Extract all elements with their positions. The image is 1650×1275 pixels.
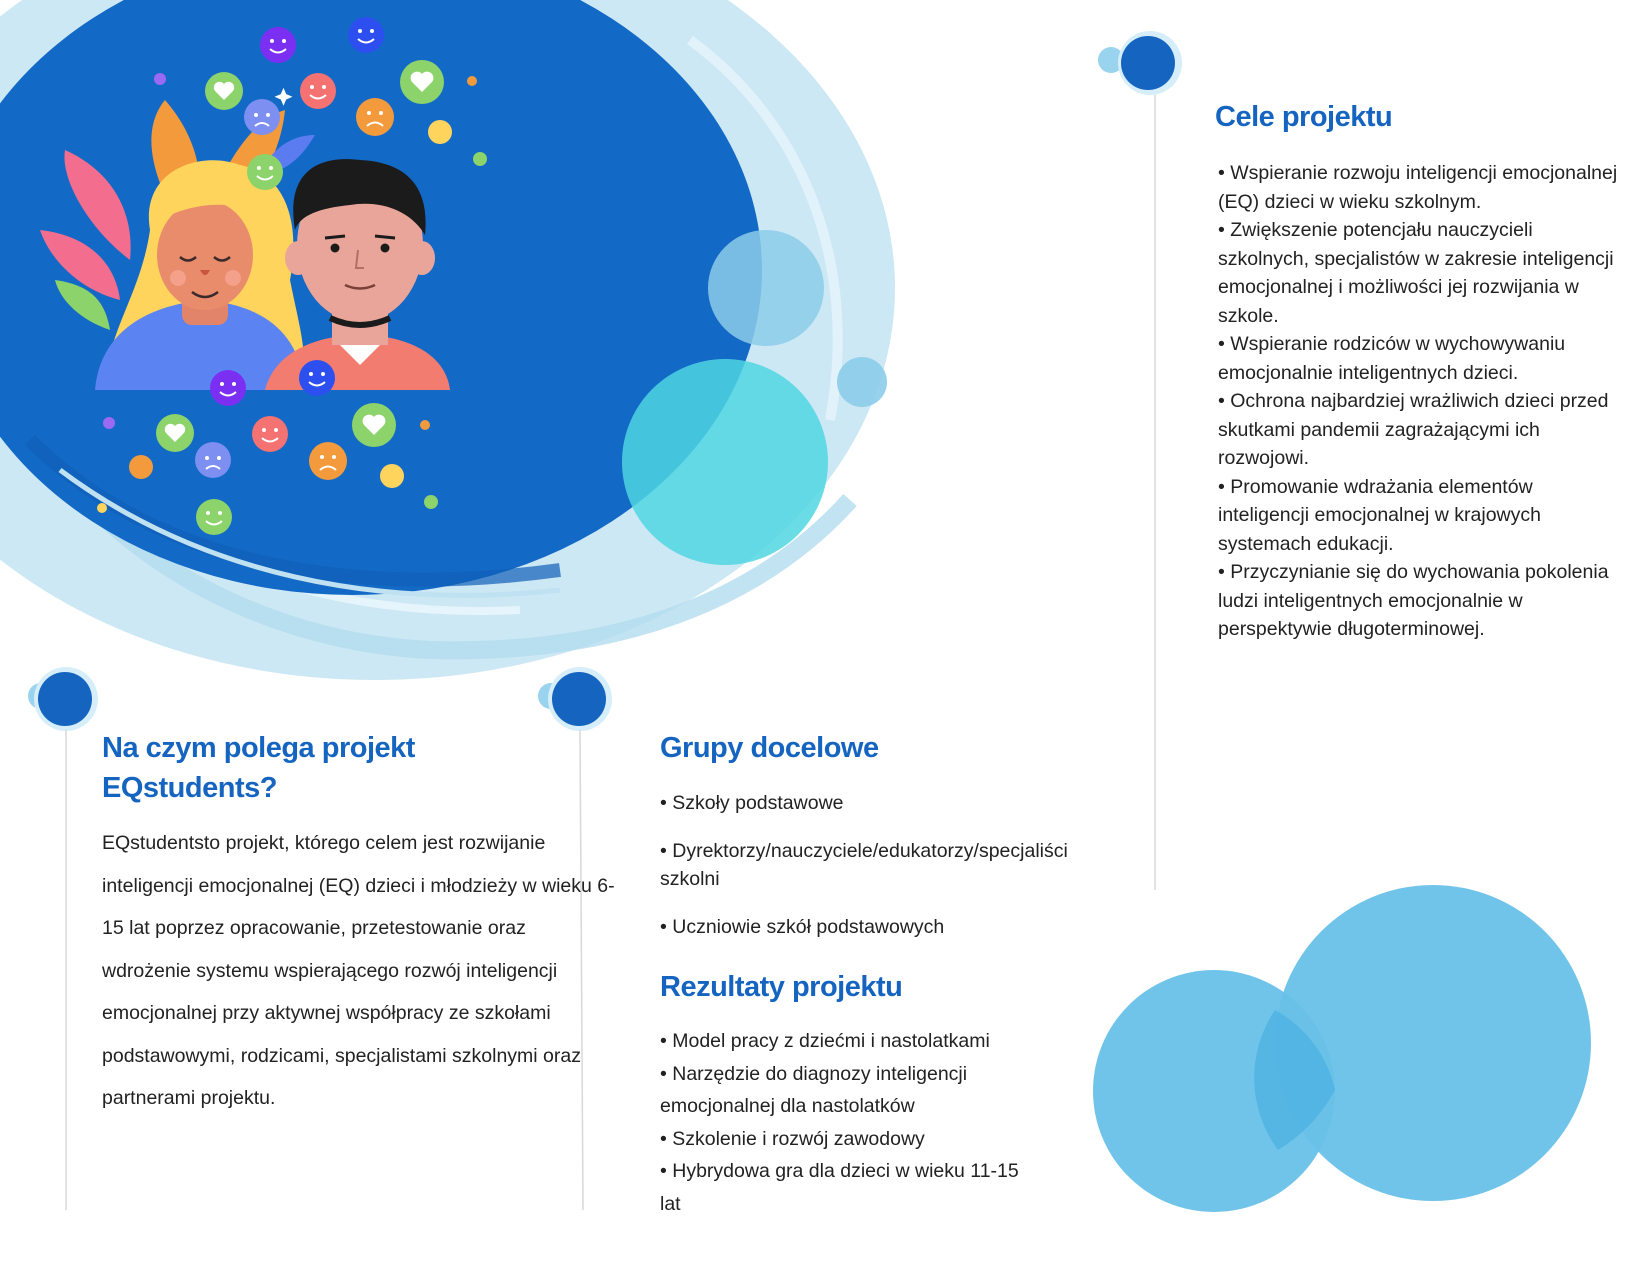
goals-list [1218, 159, 1628, 644]
list-item: • Wspieranie rozwoju inteligencji emocjonalnej (EQ) dzieci w wieku szkolnym. [1218, 159, 1628, 216]
results-title: Rezultaty projektu [660, 971, 903, 1003]
list-item: • Szkolenie i rozwój zawodowy [660, 1123, 1030, 1156]
targets-title: Grupy docelowe [660, 732, 879, 764]
smiley-face-icon [260, 27, 296, 63]
smiley-face-icon [252, 416, 288, 452]
angry-face-icon [195, 442, 231, 478]
about-title [102, 728, 582, 808]
sad-face-icon [309, 442, 347, 480]
goals-title: Cele projektu [1215, 101, 1393, 133]
list-item: • Zwiększenie potencjału nauczycieli szkolnych, specjalistów w zakresie inteligencji emocjonalnej i możliwości jej rozwijania w szkole. [1218, 216, 1628, 330]
list-item: • Ochrona najbardziej wrażliwich dzieci przed skutkami pandemii zagrażającymi ich rozwojowi. [1218, 387, 1628, 473]
heart-icon [156, 414, 194, 452]
heart-icon [400, 60, 444, 104]
angry-face-icon [244, 99, 280, 135]
list-item: • Przyczynianie się do wychowania pokolenia ludzi inteligentnych emocjonalnie w perspektywie długoterminowej. [1218, 558, 1628, 644]
marker-dot-goals [1098, 31, 1182, 95]
girl-avatar [95, 160, 305, 390]
smiley-face-icon [196, 499, 232, 535]
list-item: • Uczniowie szkół podstawowych [660, 913, 1130, 942]
emotions-illustration [0, 0, 900, 560]
about-title-line1: Na czym polega projekt [102, 732, 415, 764]
smiley-face-icon [348, 17, 384, 53]
marker-dot-about [28, 667, 98, 731]
smiley-face-icon [300, 73, 336, 109]
list-item: • Narzędzie do diagnozy inteligencji emocjonalnej dla nastolatków [660, 1058, 1030, 1123]
heart-icon [352, 403, 396, 447]
list-item: • Model pracy z dziećmi i nastolatkami [660, 1025, 1030, 1058]
list-item: • Wspieranie rodziców w wychowywaniu emocjonalnie inteligentnych dzieci. [1218, 330, 1628, 387]
list-item: • Szkoły podstawowe [660, 789, 1130, 818]
list-item: • Dyrektorzy/nauczyciele/edukatorzy/specjaliści szkolni [660, 837, 1130, 894]
smiley-face-icon [299, 360, 335, 396]
sad-face-icon [356, 98, 394, 136]
smiley-face-icon [247, 154, 283, 190]
marker-dot-targets [538, 667, 612, 731]
list-item: • Promowanie wdrażania elementów inteligencji emocjonalnej w krajowych systemach edukacji. [1218, 473, 1628, 559]
targets-list [660, 789, 1130, 960]
list-item: • Hybrydowa gra dla dzieci w wieku 11-15 lat [660, 1155, 1030, 1220]
about-title-line2: EQstudents? [102, 772, 277, 804]
about-body: EQstudentsto projekt, którego celem jest rozwijanie inteligencji emocjonalnej (EQ) dzieci i młodzieży w wieku 6-15 lat poprzez opracowanie, przetestowanie oraz wdrożenie systemu wspierającego rozwój inteligencji emocjonalnej przy aktywnej współpracy ze szkołami podstawowymi, rodzicami, specjalistami szkolnymi oraz partnerami projektu. [102, 832, 615, 1109]
boy-avatar [265, 159, 450, 390]
smiley-face-icon [210, 370, 246, 406]
heart-icon [205, 72, 243, 110]
results-list [660, 1025, 1030, 1220]
